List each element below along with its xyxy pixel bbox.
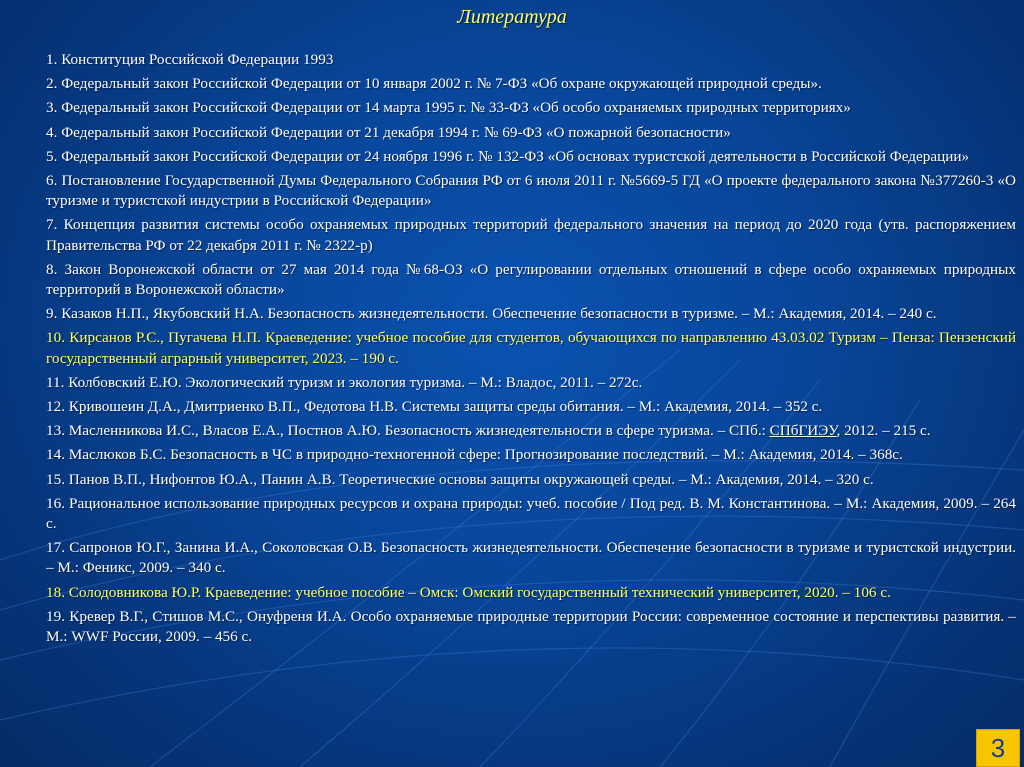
reference-item: 5. Федеральный закон Российской Федерации от 24 ноября 1996 г. № 132-ФЗ «Об основах туристской деятельности в Российской Федерации» [46,147,970,165]
reference-item: 6. Постановление Государственной Думы Федерального Собрания РФ от 6 июля 2011 г. №5669-5 ГД «О проекте федерального закона №377260-3 «О туризме и туристской индустрии в Российской Федерации» [46,172,1016,210]
reference-item: 12. Кривошеин Д.А., Дмитриенко В.П., Федотова Н.В. Системы защиты среды обитания. – М.: Академия, 2014. – 352 с. [46,398,823,416]
slide-title: Литература [457,6,567,28]
reference-item: 19. Кревер В.Г., Стишов М.С., Онуфреня И.А. Особо охраняемые природные территории России: современное состояние и перспективы развития. – М.: WWF России, 2009. – 456 с. [46,607,1016,646]
reference-link[interactable]: СПбГИЭУ [769,422,837,440]
reference-item: 17. Сапронов Ю.Г., Занина И.А., Соколовская О.В. Безопасность жизнедеятельности. Обеспечение безопасности в туризме и туристской индустрии. – М.: Феникс, 2009. – 340 с. [46,539,1016,577]
reference-item-highlighted: 10. Кирсанов Р.С., Пугачева Н.П. Краеведение: учебное пособие для студентов, обучающихся по направлению 43.03.02 Туризм – Пенза: Пензенский государственный аграрный университет, 2023. – 190 с. [46,329,1016,367]
reference-item: 15. Панов В.П., Нифонтов Ю.А., Панин А.В. Теоретические основы защиты окружающей среды. – М.: Академия, 2014. – 320 с. [46,470,874,488]
reference-text: 13. Масленникова И.С., Власов Е.А., Постнов А.Ю. Безопасность жизнедеятельности в сфере туризма. – СПб.: [46,422,770,440]
reference-item: 8. Закон Воронежской области от 27 мая 2014 года №68-ОЗ «О регулировании отдельных отношений в сфере особо охраняемых природных территорий в Воронежской области» [46,260,1016,299]
page-number-badge: 3 [976,729,1020,767]
reference-item: 2. Федеральный закон Российской Федерации от 10 января 2002 г. № 7-ФЗ «Об охране окружающей природной среды». [46,75,822,93]
reference-item [46,421,1016,441]
reference-item: 7. Концепция развития системы особо охраняемых природных территорий федерального значения на период до 2020 года (утв. распоряжением Правительства РФ от 22 декабря 2011 г. № 2322-р) [46,216,1016,254]
reference-item: 16. Рациональное использование природных ресурсов и охрана природы: учеб. пособие / Под ред. В. М. Константинова. – М.: Академия, 2009. – 264 с. [46,494,1016,533]
reference-item: 1. Конституция Российской Федерации 1993 [46,51,334,68]
reference-text: , 2012. – 215 с. [836,422,931,440]
reference-item: 14. Маслюков Б.С. Безопасность в ЧС в природно-техногенной сфере: Прогнозирование последствий. – М.: Академия, 2014. – 368с. [46,446,903,464]
reference-item: 9. Казаков Н.П., Якубовский Н.А. Безопасность жизнедеятельности. Обеспечение безопасности в туризме. – М.: Академия, 2014. – 240 с. [46,305,937,323]
reference-item: 11. Колбовский Е.Ю. Экологический туризм и экология туризма. – М.: Владос, 2011. – 272с. [46,373,643,391]
reference-item-highlighted: 18. Солодовникова Ю.Р. Краеведение: учебное пособие – Омск: Омский государственный технический университет, 2020. – 106 с. [46,583,891,601]
reference-item: 4. Федеральный закон Российской Федерации от 21 декабря 1994 г. № 69-ФЗ «О пожарной безопасности» [46,123,731,141]
reference-item: 3. Федеральный закон Российской Федерации от 14 марта 1995 г. № 33-ФЗ «Об особо охраняемых природных территориях» [46,99,851,117]
reference-list [46,50,1016,651]
